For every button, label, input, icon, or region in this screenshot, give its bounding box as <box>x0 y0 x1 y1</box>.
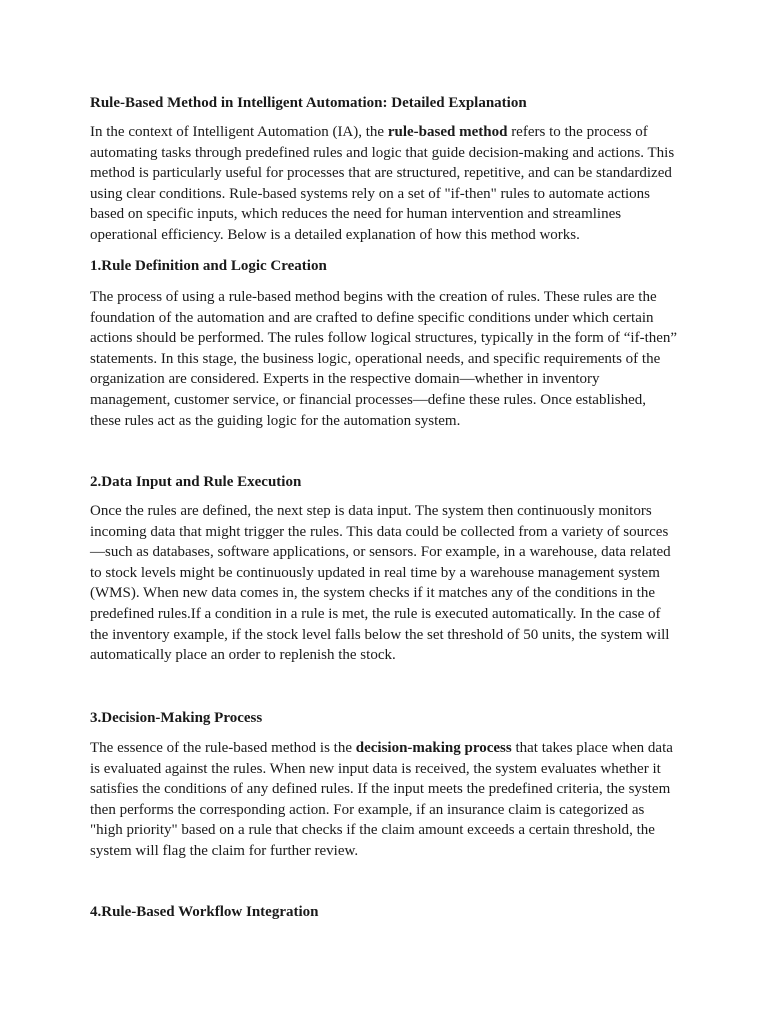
section-2-heading: 2.Data Input and Rule Execution <box>90 474 302 490</box>
section-3-bold-term: decision-making process <box>355 740 512 756</box>
section-4-heading: 4.Rule-Based Workflow Integration <box>90 904 319 920</box>
intro-text-before: In the context of Intelligent Automation (IA), the <box>90 124 388 140</box>
section-3-heading: 3.Decision-Making Process <box>90 710 263 726</box>
section-3-text-after: that takes place when data is evaluated against the rules. When new input data is received, the system evaluates whether it satisfies the conditions of any defined rules. If the input meets the predefined criteria, the system then performs the corresponding action. For example, if an insurance claim is categorized as "high priority" based on a rule that checks if the claim amount exceeds a certain threshold, the system will flag the claim for further review. <box>90 740 673 859</box>
section-3-paragraph <box>90 738 680 862</box>
document-page <box>90 0 680 1024</box>
intro-bold-term: rule-based method <box>387 124 508 140</box>
intro-text-after: refers to the process of automating tasks through predefined rules and logic that guide decision-making and actions. This method is particularly useful for processes that are structured, repetitive, and can be standardized using clear conditions. Rule-based systems rely on a set of "if-then" rules to automate actions based on specific inputs, which reduces the need for human intervention and streamlines operational efficiency. Below is a detailed explanation of how this method works. <box>90 124 675 243</box>
section-2-paragraph: Once the rules are defined, the next step is data input. The system then continuously monitors incoming data that might trigger the rules. This data could be collected from a variety of sources —such as databases, software applications, or sensors. For example, in a warehouse, data related to stock levels might be continuously updated in real time by a warehouse management system (WMS). When new data comes in, the system checks if it matches any of the conditions in the predefined rules.If a condition in a rule is met, the rule is executed automatically. In the case of the inventory example, if the stock level falls below the set threshold of 50 units, the system will automatically place an order to replenish the stock. <box>90 503 671 664</box>
section-1-heading: 1.Rule Definition and Logic Creation <box>90 258 327 274</box>
section-3-text-before: The essence of the rule-based method is the <box>90 740 356 756</box>
section-1-paragraph: The process of using a rule-based method begins with the creation of rules. These rules are the foundation of the automation and are crafted to define specific conditions under which certain actions should be performed. The rules follow logical structures, typically in the form of “if-then” statements. In this stage, the business logic, operational needs, and specific requirements of the organization are considered. Experts in the respective domain—whether in inventory management, customer service, or financial processes—define these rules. Once established, these rules act as the guiding logic for the automation system. <box>90 289 678 429</box>
document-title: Rule-Based Method in Intelligent Automation: Detailed Explanation <box>90 95 527 111</box>
intro-paragraph <box>90 122 680 246</box>
